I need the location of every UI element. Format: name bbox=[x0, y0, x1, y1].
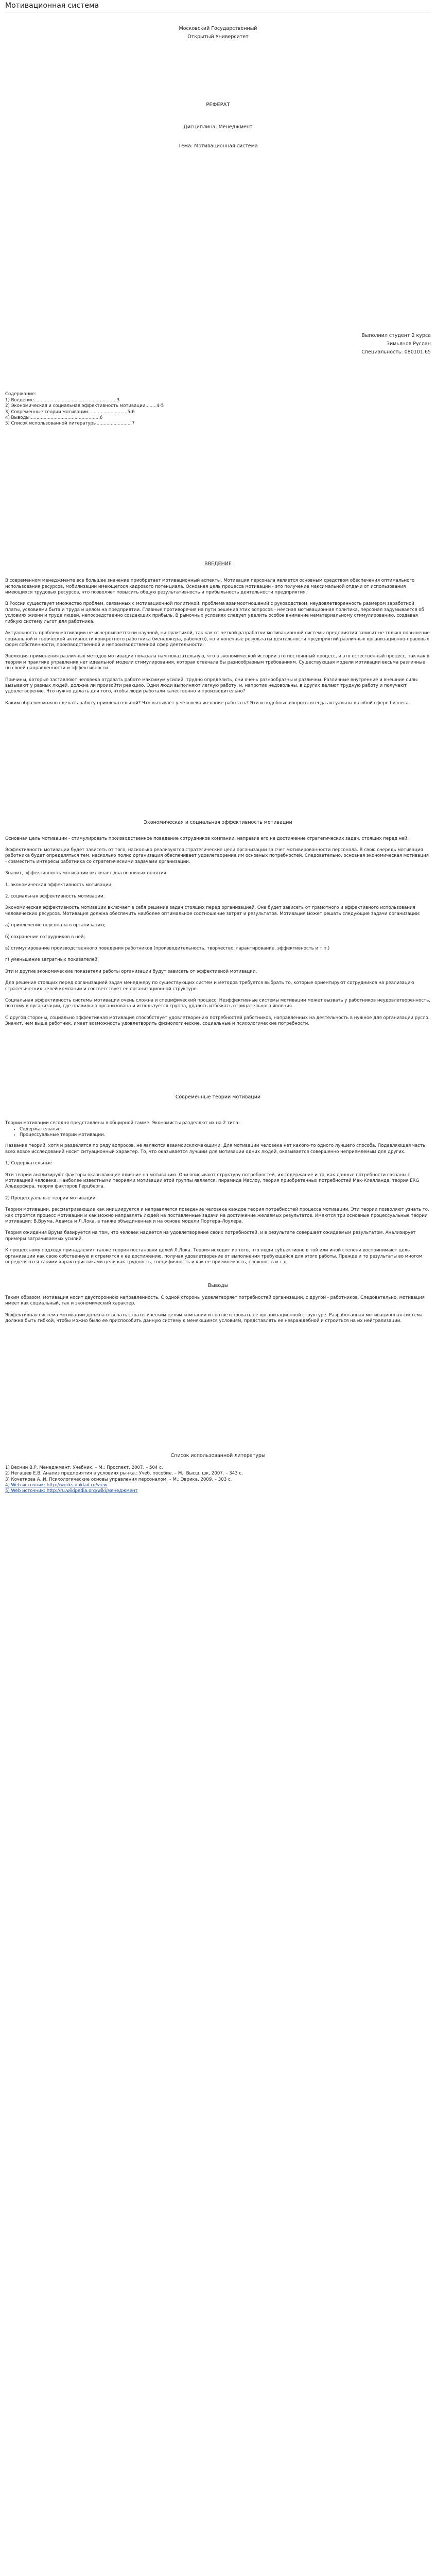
list-item: • Содержательные bbox=[20, 1127, 431, 1132]
paragraph: В России существует множество проблем, связанных с мотивационной политикой: проблема взаимоотношений с руководством, неудовлетворенность размером заработной платы, условиями быта и труда и целом на предприятии. Главные противоречия на пути решения этих вопросов - неясная мотивационная политика, персонал задумывается об условиях жизни и труде людей, непосредственно создающих прибыль. В рыночных условиях следует уделить особое внимание нематериальному стимулированию, создавая гибкую систему льгот для работника. bbox=[5, 601, 424, 624]
paragraph: б) сохранение сотрудников в ней; bbox=[5, 934, 85, 940]
org-line-1: Московский Государственный bbox=[179, 26, 257, 31]
toc-item: 2) Экономическая и социальная эффективность мотивации........4-5 bbox=[5, 403, 164, 409]
paragraph: 2) Процессуальные теории мотивации bbox=[5, 1195, 96, 1201]
toc-item: 4) Выводы..................................................6 bbox=[5, 415, 103, 421]
toc-item: 5) Список использованной литературы.........................7 bbox=[5, 421, 135, 427]
paragraph: Социальная эффективность системы мотивации очень сложна и специфический процесс. Неэффективные системы мотивации может вызвать у работников неудовлетворенность, поэтому в организации, где правильно организована и используется группа, удалось избежать отрицательного явления. bbox=[5, 998, 430, 1009]
paragraph: Название теорий, хотя и разделятся по ряду вопросов, не являются взаимоисключающими. Для мотивации человека нет какого-то одного лучшего способа. Подавляющая часть всех вовсе исследований носит ситуационный характер. То, что оказывается лучшим для мотивации одних людей, оказывается совершенно неприемлемым для других. bbox=[5, 1143, 426, 1155]
reference-link[interactable]: 5) Web источник: http://ru.wikipedia.org/wiki/менеджмент bbox=[5, 1488, 138, 1494]
paragraph: Теория ожидания Врума базируется на том, что человек надеется на удовлетворение своих потребностей, и в результате совершает ожидаемым результатом. Анализирует примеры затрачиваемых усилий. bbox=[5, 1230, 416, 1242]
reference-item: 1) Веснин В.Р. Менеджмент: Учебник. – М.: Проспект, 2007. – 504 с. bbox=[5, 1465, 163, 1470]
paragraph: С другой стороны, социально эффективная мотивация способствует удовлетворению потребностей работников, направленных на деятельность в нужное для организации русло. Значит, чем выше работник, имеет возможность удовлетворить физиологические, социальные и психологические потребности. bbox=[5, 1015, 430, 1027]
page-title: Мотивационная система bbox=[5, 0, 431, 12]
paragraph: Теории мотивации, рассматривающие как инициируется и направляется поведение человека каждое теория потребностей процесса мотивации. Эти теории позволяют узнать то, как строятся процесс мотивации и как можно направлять людей на поставленные задачи на достижение желаемых результатов. Имеются три основные процессуальные теории мотивации: В.Врума, Адамса и Л.Лока, а также объединенная и на основе модели Портера-Лоулера. bbox=[5, 1207, 429, 1224]
paragraph: Эволюция применения различных методов мотивации показала нам показательную, что в экономической истории это постоянный процесс, и это естественный процесс, так как в теории и практике управления нет идеальной модели стимулирования, которая отвечала бы разнообразным требованиям. Существующая модели мотивации весьма различные по своей направленности и эффективности. bbox=[5, 654, 430, 671]
paragraph: Теории мотивации сегодня представлены в общирной гамме. Экономисты разделяют их на 2 типа: bbox=[5, 1121, 240, 1126]
reference-item: 2) Негашев Е.В. Анализ предприятия в условиях рынка.: Учеб. пособие. – М.: Высш. шк, 2007. – 343 с. bbox=[5, 1471, 243, 1477]
student-specialty: Специальность: 080101.65 bbox=[361, 349, 431, 355]
section-heading: Выводы bbox=[207, 1283, 229, 1289]
paragraph: Причины, которые заставляют человека отдавать работе максимум усилий, трудно определить, они очень разнообразны и различны. Различные внутренние и внешние силы вызывают у разных людей, должна ли произойти реакцию. Одни люди выполняют легкую работу, и, напротив недовольны, в других делают трудную работу и получают удовлетворение. Что нужно делать для того, чтобы люди работали качественно и производительно? bbox=[5, 677, 418, 694]
topic: Тема: Мотивационная система bbox=[178, 143, 258, 149]
section-heading: Современные теории мотивации bbox=[175, 1094, 261, 1100]
paragraph: Значит, эффективность мотивации включает два основных понятия: bbox=[5, 871, 168, 876]
paragraph: 2. социальная эффективность мотивации. bbox=[5, 894, 105, 899]
title-page bbox=[5, 22, 431, 150]
paragraph: г) уменьшение затратных показателей. bbox=[5, 957, 99, 963]
theory-types-list bbox=[20, 1127, 431, 1139]
paragraph: Эффективная система мотивации должна отвечать стратегическим целям компании и соответствовать ее организационной структуре. Разработанная мотивационная система должна быть гибкой, чтобы можно было ее приспособить данную систему к меняющимся условиям, представлять ее невраждебной и строиться на их нейтрализации. bbox=[5, 1312, 423, 1324]
list-item: • Процессуальные теории мотивации. bbox=[20, 1132, 431, 1138]
reference-link[interactable]: 4) Web источник: http://works.doklad.ru/view bbox=[5, 1483, 108, 1488]
org-line-2: Открытый Университет bbox=[187, 34, 249, 40]
paragraph: Эти и другие экономические показатели работы организации будут зависеть от эффективной мотивации. bbox=[5, 969, 257, 974]
theories-section bbox=[5, 1094, 431, 1266]
econ-section bbox=[5, 820, 431, 1027]
paragraph: Для решения стоящих перед организацией задач менеджеру по существующих систем и методов требуется выбрать то, которые ориентируют сотрудников на реализацию стратегических целей компании и соответствует ее организационной структуре. bbox=[5, 980, 414, 992]
student-name: Зимьянов Руслан bbox=[386, 341, 431, 347]
paragraph: В современном менеджменте все большее значение приобретает мотивационный аспекты. Мотивация персонала является основным средством обеспечения оптимального использования ресурсов, мобилизации имеющегося кадрового потенциала. Основная цель процесса мотивации - это получение максимальной отдачи от использования имеющихся трудовых ресурсов, что позволяет повысить общую результативность и прибыльность деятельности предприятия. bbox=[5, 578, 415, 596]
paragraph: в) стимулирование производственного поведения работников (производительность, творчество, гарантирование, эффективность и т.п.) bbox=[5, 946, 330, 952]
paragraph: 1) Содержательные bbox=[5, 1161, 53, 1166]
paragraph: К процессному подходу принадлежит также теория постановки целей Л.Лока. Теория исходит из того, что люди субъективно в той или иной степени воспринимают цель организации как свою собственную и стремятся к ее достижению, получая удовлетворение от выполнения требующейся для этого работы. Прежде и то результаты во многом определяются такими характеристиками цели как трудность, специфичность и как ее приемлемость, сложность и т.д. bbox=[5, 1248, 423, 1265]
references-section bbox=[5, 1453, 431, 1494]
paragraph: Таким образом, мотивация носит двусторонною направленность. С одной стороны удовлетворяет потребностей организации, с другой - работников. Следовательно, мотивация имеет как социальный, так и экономический характер. bbox=[5, 1295, 425, 1307]
section-heading: Список использованной литературы bbox=[170, 1453, 266, 1459]
student-info bbox=[5, 332, 431, 357]
section-heading: Экономическая и социальная эффективность мотивации bbox=[144, 820, 292, 826]
toc-item: 3) Современные теории мотивации............................5-6 bbox=[5, 409, 135, 415]
table-of-contents bbox=[5, 392, 431, 427]
reference-item: 3) Кочеткова А. И. Психологические основы управления персоналом. – М.: Эврика, 2009. – 303 с. bbox=[5, 1477, 232, 1482]
paragraph: Эффективность мотивации будет зависеть от того, насколько реализуются стратегические цели организации за счет мотивированности персонала. В свою очередь мотивация работника будет определяться тем, насколько полно организация обеспечивает удовлетворение им основных потребностей. Следовательно, основная экономическая мотивация - совместить интересы работника со стратегическими задачами организации. bbox=[5, 847, 429, 865]
paragraph: Экономическая эффективность мотивации включает в себя решение задач стоящих перед организацией. Она будет зависеть от грамотного и эффективного использования человеческих ресурсов. Мотивация должна обеспечить наиболее оптимальное соотношение затрат и результатов. Мотивация может решать следующие задачи организации: bbox=[5, 905, 421, 917]
paragraph: Основная цель мотивации - стимулировать производственное поведение сотрудников компании, направив его на достижение стратегических задач, стоящих перед ней. bbox=[5, 836, 409, 841]
paragraph: Каким образом можно сделать работу привлекательной? Что вызывает у человека желание работать? Эти и подобные вопросы всегда актуальны в любой сфере бизнеса. bbox=[5, 700, 410, 706]
student-course: Выполнил студент 2 курса bbox=[361, 333, 431, 339]
paragraph: Актуальность проблем мотивации не исчерпывается ни научной, ни практикой, так как от четкой разработки мотивационной системы предприятия зависит не только повышение социальной и творческой активности конкретного работника (менеджера, рабочего), но и конечные результаты деятельности предприятий различных организационно-правовых форм собственности, производственной и непроизводственной сфер деятельности. bbox=[5, 631, 430, 648]
discipline: Дисциплина: Менеджмент bbox=[183, 124, 253, 130]
doc-kind: РЕФЕРАТ bbox=[206, 102, 230, 108]
paragraph: 1. экономическая эффективность мотивации; bbox=[5, 882, 113, 888]
conclusions-section bbox=[5, 1283, 431, 1324]
intro-section bbox=[5, 561, 431, 706]
paragraph: Эти теории анализируют факторы оказывающие влияние на мотивацию. Они описывают структуру потребностей, их содержание и то, как данные потребности связаны с мотивацией человека. Наиболее известными теориями мотивации этой группы является: пирамида Маслоу, теория приобретенных потребностей Мак-Клелланда, теория ERG Альдерфера, теория факторов Герцберга. bbox=[5, 1172, 420, 1190]
paragraph: а) привлечение персонала в организацию; bbox=[5, 923, 106, 928]
toc-item: 1) Введение...........................................................3 bbox=[5, 397, 120, 403]
toc-heading: Содержание: bbox=[5, 392, 37, 397]
section-heading: ВВЕДЕНИЕ bbox=[204, 561, 232, 567]
